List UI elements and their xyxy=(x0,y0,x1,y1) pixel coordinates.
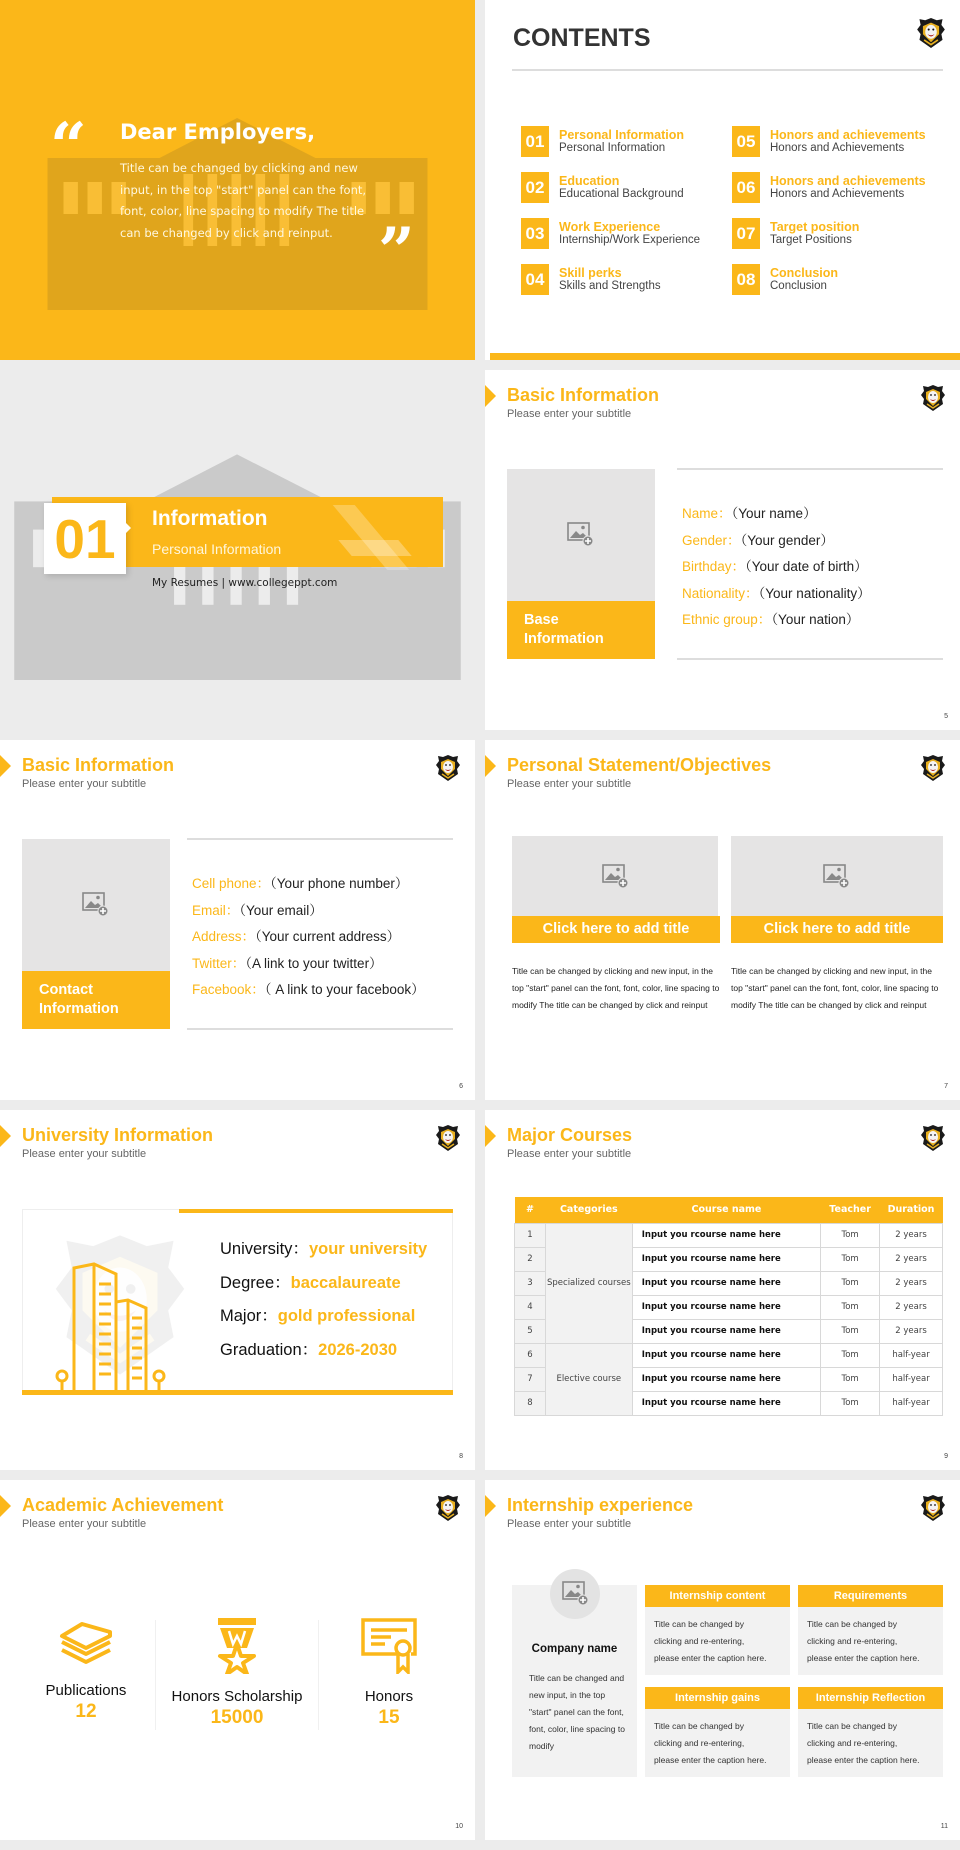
add-image-icon xyxy=(602,864,629,889)
field-row: Nationality：（Your nationality） xyxy=(682,585,871,601)
column-header: Teacher xyxy=(821,1197,880,1223)
column-header: Duration xyxy=(880,1197,943,1223)
info-box xyxy=(798,1687,943,1777)
category-cell: Specialized courses xyxy=(545,1223,632,1343)
achievement-honors: Honors 15 xyxy=(314,1618,464,1729)
add-image-icon xyxy=(82,892,109,917)
slide-subtitle: Please enter your subtitle xyxy=(507,1148,632,1160)
contents-item[interactable] xyxy=(732,126,926,157)
divider xyxy=(677,658,943,660)
item-subtitle: Educational Background xyxy=(559,188,684,200)
lion-logo-icon xyxy=(916,16,946,50)
notch-arrow xyxy=(125,522,131,534)
item-number: 03 xyxy=(521,218,549,249)
accent-bar xyxy=(22,1390,453,1395)
close-quote-icon: ” xyxy=(378,214,415,289)
page-number: 11 xyxy=(940,1823,948,1830)
section-footer: My Resumes | www.collegeppt.com xyxy=(152,577,338,589)
card-text: Title can be changed by clicking and new input, in the top "start" panel can the font, font, color, line spacing to modify The title can be changed by click and reinput xyxy=(731,966,939,1010)
field-row: University：your university xyxy=(220,1240,428,1258)
header-arrow-icon xyxy=(485,385,496,407)
divider xyxy=(187,1028,453,1030)
slide-title: Major Courses xyxy=(507,1125,633,1145)
contents-item[interactable] xyxy=(732,264,838,295)
lion-logo-icon xyxy=(435,754,461,782)
slide-internship-experience[interactable] xyxy=(485,1480,960,1840)
achievement-scholarship: Honors Scholarship 15000 xyxy=(162,1618,312,1729)
item-number: 01 xyxy=(521,126,549,157)
box-text: Title can be changed by clicking and re-entering, please enter the caption here. xyxy=(654,1721,767,1765)
column-header: # xyxy=(515,1197,546,1223)
field-row: Email：（Your email） xyxy=(192,902,323,918)
slide-subtitle: Please enter your subtitle xyxy=(22,1518,147,1530)
lion-logo-icon xyxy=(920,1494,946,1522)
company-description: Title can be changed and new input, in the top "start" panel can the font, font, color, line spacing to modify xyxy=(529,1673,625,1751)
item-title: Skill perks xyxy=(559,266,622,280)
page-number: 8 xyxy=(459,1453,463,1460)
header-arrow-icon xyxy=(485,1495,496,1517)
divider xyxy=(155,1620,156,1730)
box-title[interactable]: Requirements xyxy=(798,1585,943,1607)
add-title-button[interactable]: Click here to add title xyxy=(731,916,943,943)
slide-section-divider[interactable] xyxy=(0,370,475,730)
slide-cover-quote[interactable] xyxy=(0,0,475,360)
divider xyxy=(677,468,943,470)
item-number: 04 xyxy=(521,264,549,295)
item-title: Personal Information xyxy=(559,128,685,142)
slide-subtitle: Please enter your subtitle xyxy=(507,1518,632,1530)
box-text: Title can be changed by clicking and re-entering, please enter the caption here. xyxy=(654,1619,767,1663)
item-subtitle: Personal Information xyxy=(559,142,666,154)
table-row: 1 Specialized courses Input you rcourse name here Tom 2 years xyxy=(515,1223,943,1247)
contents-item[interactable] xyxy=(521,218,700,249)
slide-title: Internship experience xyxy=(507,1495,694,1515)
slide-title: Academic Achievement xyxy=(22,1495,224,1515)
page-number: 6 xyxy=(459,1083,463,1090)
table-row: 4 Input you rcourse name here Tom 2 years xyxy=(515,1295,943,1319)
slide-title: Basic Information xyxy=(507,385,660,405)
category-cell: Elective course xyxy=(545,1343,632,1415)
photo-placeholder[interactable] xyxy=(507,469,655,659)
add-image-icon xyxy=(567,522,594,547)
box-text: Title can be changed by clicking and re-entering, please enter the caption here. xyxy=(807,1721,920,1765)
field-row: Ethnic group：（Your nation） xyxy=(682,612,860,627)
cover-body: Title can be changed by clicking and new input, in the top "start" panel can the font, font, color, line spacing to modify The title can be changed by click and reinput. xyxy=(120,161,367,240)
photo-placeholder[interactable] xyxy=(22,839,170,1029)
university-fields xyxy=(220,1233,427,1367)
field-row: Graduation：2026-2030 xyxy=(220,1340,398,1359)
add-image-icon xyxy=(823,864,850,889)
item-subtitle: Honors and Achievements xyxy=(770,142,905,154)
slide-contents[interactable] xyxy=(485,0,960,360)
item-number: 02 xyxy=(521,172,549,203)
open-quote-icon: “ xyxy=(50,109,87,184)
contents-title: CONTENTS xyxy=(513,24,651,52)
table-row: 3 Input you rcourse name here Tom 2 years xyxy=(515,1271,943,1295)
info-box xyxy=(645,1585,790,1675)
slide-basic-information[interactable] xyxy=(485,370,960,730)
info-box xyxy=(645,1687,790,1777)
table-row: 2 Input you rcourse name here Tom 2 years xyxy=(515,1247,943,1271)
add-title-button[interactable]: Click here to add title xyxy=(512,916,720,943)
slide-academic-achievement[interactable] xyxy=(0,1480,475,1840)
column-header: Categories xyxy=(545,1197,632,1223)
achievement-publications: Publications 12 xyxy=(11,1618,161,1723)
divider xyxy=(187,838,453,840)
info-fields xyxy=(682,501,871,634)
box-title[interactable]: Internship gains xyxy=(645,1687,790,1709)
section-number: 01 xyxy=(44,503,126,574)
header-arrow-icon xyxy=(0,755,11,777)
item-number: 06 xyxy=(732,172,760,203)
table-row: 6 Elective course Input you rcourse name here Tom half-year xyxy=(515,1343,943,1367)
slide-subtitle: Please enter your subtitle xyxy=(22,1148,147,1160)
accent-bar xyxy=(490,353,960,360)
page-number: 5 xyxy=(944,713,948,720)
section-title: Information xyxy=(152,507,268,530)
lion-logo-icon xyxy=(920,754,946,782)
column-header: Course name xyxy=(632,1197,820,1223)
item-title: Work Experience xyxy=(559,220,661,234)
field-row: Degree：baccalaureate xyxy=(220,1273,401,1292)
slide-contact-information[interactable] xyxy=(0,740,475,1100)
contents-item[interactable] xyxy=(521,172,684,203)
accent-bar xyxy=(179,1209,453,1213)
decor-stripe xyxy=(338,540,411,556)
contents-item[interactable] xyxy=(521,264,661,295)
slide-subtitle: Please enter your subtitle xyxy=(507,778,632,790)
item-subtitle: Honors and Achievements xyxy=(770,188,905,200)
info-box xyxy=(798,1585,943,1675)
field-row: Major：gold professional xyxy=(220,1307,416,1325)
page-number: 10 xyxy=(455,1823,463,1830)
item-subtitle: Conclusion xyxy=(770,280,827,292)
company-photo-placeholder[interactable] xyxy=(550,1569,600,1619)
slide-major-courses[interactable] xyxy=(485,1110,960,1470)
card-label: Base Information xyxy=(507,601,655,659)
item-subtitle: Target Positions xyxy=(770,234,852,246)
header-arrow-icon xyxy=(0,1125,11,1147)
item-number: 07 xyxy=(732,218,760,249)
page-number: 7 xyxy=(944,1083,948,1090)
field-row: Birthday：（Your date of birth） xyxy=(682,559,868,574)
lion-watermark-icon xyxy=(45,1230,195,1380)
medal-star-icon xyxy=(215,1618,259,1674)
table-row: 5 Input you rcourse name here Tom 2 years xyxy=(515,1319,943,1343)
stacked-papers-icon xyxy=(58,1618,114,1668)
item-subtitle: Internship/Work Experience xyxy=(559,234,701,246)
item-title: Honors and achievements xyxy=(770,174,926,188)
table-row: 8 Input you rcourse name here Tom half-year xyxy=(515,1391,943,1415)
cover-title: Dear Employers, xyxy=(120,120,316,144)
item-title: Honors and achievements xyxy=(770,128,926,142)
box-title[interactable]: Internship content xyxy=(645,1585,790,1607)
slide-personal-statement[interactable] xyxy=(485,740,960,1100)
contact-fields xyxy=(192,871,425,1004)
buildings-icon xyxy=(52,1370,172,1392)
header-arrow-icon xyxy=(485,1125,496,1147)
slide-title: University Information xyxy=(22,1125,214,1145)
header-arrow-icon xyxy=(485,755,496,777)
slide-university-information[interactable] xyxy=(0,1110,475,1470)
field-row: Facebook：（ A link to your facebook） xyxy=(192,982,425,997)
add-image-icon xyxy=(562,1581,589,1606)
lion-logo-icon xyxy=(920,384,946,412)
field-row: Address：（Your current address） xyxy=(192,929,401,944)
photo-placeholder[interactable] xyxy=(731,836,943,916)
contents-item[interactable] xyxy=(732,218,859,249)
divider xyxy=(512,69,943,71)
lion-logo-icon xyxy=(435,1124,461,1152)
item-number: 05 xyxy=(732,126,760,157)
card-text: Title can be changed by clicking and new input, in the top "start" panel can the font, font, color, line spacing to modify The title can be changed by click and reinput xyxy=(512,966,720,1010)
courses-table xyxy=(514,1197,943,1416)
item-number: 08 xyxy=(732,264,760,295)
contents-item[interactable] xyxy=(732,172,926,203)
field-row: Name：（Your name） xyxy=(682,506,817,521)
slide-subtitle: Please enter your subtitle xyxy=(22,778,147,790)
box-title[interactable]: Internship Reflection xyxy=(798,1687,943,1709)
lion-logo-icon xyxy=(435,1494,461,1522)
field-row: Cell phone：（Your phone number） xyxy=(192,876,409,891)
contents-item[interactable] xyxy=(521,126,684,157)
box-text: Title can be changed by clicking and re-entering, please enter the caption here. xyxy=(807,1619,920,1663)
slide-subtitle: Please enter your subtitle xyxy=(507,408,632,420)
card-label: Contact Information xyxy=(22,971,170,1029)
slide-title: Basic Information xyxy=(22,755,175,775)
item-title: Conclusion xyxy=(770,266,839,280)
lion-logo-icon xyxy=(920,1124,946,1152)
field-row: Twitter：（A link to your twitter） xyxy=(192,955,383,971)
certificate-icon xyxy=(361,1618,417,1674)
company-name: Company name xyxy=(531,1643,618,1655)
field-row: Gender：（Your gender） xyxy=(682,532,834,548)
item-title: Target position xyxy=(770,220,860,234)
item-title: Education xyxy=(559,174,620,188)
photo-placeholder[interactable] xyxy=(512,836,718,916)
header-arrow-icon xyxy=(0,1495,11,1517)
table-row: 7 Input you rcourse name here Tom half-year xyxy=(515,1367,943,1391)
slide-title: Personal Statement/Objectives xyxy=(507,755,772,775)
item-subtitle: Skills and Strengths xyxy=(559,280,661,292)
section-subtitle: Personal Information xyxy=(152,541,282,557)
page-number: 9 xyxy=(944,1453,948,1460)
